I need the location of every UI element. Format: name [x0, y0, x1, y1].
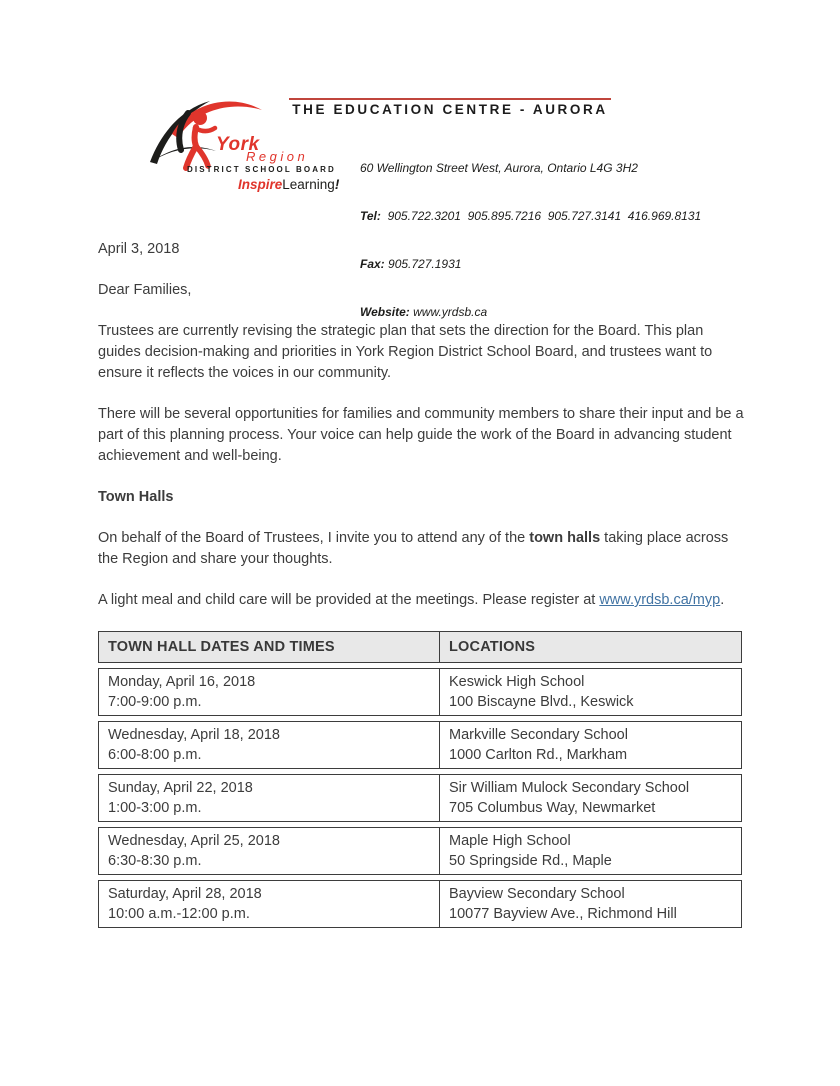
location-name: Maple High School [449, 833, 571, 849]
fax-number: 905.727.1931 [388, 257, 462, 271]
paragraph-invitation [98, 528, 744, 570]
location-address: 50 Springside Rd., Maple [449, 853, 612, 869]
location-name: Keswick High School [449, 674, 585, 690]
event-time: 7:00-9:00 p.m. [108, 694, 202, 710]
date-time-cell [98, 827, 439, 875]
table-row [98, 774, 742, 822]
paragraph-strategic-plan: Trustees are currently revising the strategic plan that sets the direction for the Board. This plan guides decision-making and priorities in York Region District School Board, and trustees want to ensure it reflects the voices in our community. [98, 323, 713, 381]
logo-text-york: York [216, 134, 260, 155]
paragraph-register [98, 590, 744, 611]
table-row [98, 668, 742, 716]
register-link[interactable]: www.yrdsb.ca/myp [599, 592, 721, 608]
event-date: Saturday, April 28, 2018 [108, 886, 262, 902]
invitation-text-before: On behalf of the Board of Trustees, I invite you to attend any of the [98, 530, 530, 546]
event-time: 1:00-3:00 p.m. [108, 800, 202, 816]
letter-date: April 3, 2018 [98, 241, 180, 257]
town-hall-table [98, 626, 742, 933]
event-time: 6:30-8:30 p.m. [108, 853, 202, 869]
register-text-after: . [720, 592, 725, 608]
date-time-cell [98, 774, 439, 822]
logo-text-district-school-board: DISTRICT SCHOOL BOARD [187, 165, 336, 174]
website-url: www.yrdsb.ca [413, 305, 488, 319]
town-halls-bold-text: town halls [529, 530, 601, 546]
location-address: 705 Columbus Way, Newmarket [449, 800, 656, 816]
location-address: 10077 Bayview Ave., Richmond Hill [449, 906, 677, 922]
table-row [98, 721, 742, 769]
paragraph-opportunities: There will be several opportunities for families and community members to share their input and be a part of this planning process. Your voice can help guide the work of the Board in advancing student achievement and well-being. [98, 406, 744, 464]
event-date: Wednesday, April 25, 2018 [108, 833, 280, 849]
table-row [98, 880, 742, 928]
tel-numbers: 905.722.3201 905.895.7216 905.727.3141 416.969.8131 [387, 209, 702, 223]
letterhead-tel-line [360, 208, 701, 224]
event-time: 6:00-8:00 p.m. [108, 747, 202, 763]
tagline-inspire: Inspire [238, 177, 283, 192]
letter-body [98, 239, 744, 933]
date-time-cell [98, 880, 439, 928]
town-halls-heading: Town Halls [98, 489, 174, 505]
column-header-locations: LOCATIONS [439, 631, 742, 663]
location-cell [439, 668, 742, 716]
location-cell [439, 774, 742, 822]
website-label: Website: [360, 305, 410, 319]
table-row [98, 827, 742, 875]
event-time: 10:00 a.m.-12:00 p.m. [108, 906, 250, 922]
event-date: Wednesday, April 18, 2018 [108, 727, 280, 743]
invitation-text-after: taking place across the Region and share your thoughts. [98, 530, 729, 567]
education-centre-title: THE EDUCATION CENTRE - AURORA [292, 102, 608, 117]
location-cell [439, 880, 742, 928]
letterhead-address: 60 Wellington Street West, Aurora, Ontario L4G 3H2 [360, 161, 638, 175]
column-header-dates: TOWN HALL DATES AND TIMES [98, 631, 439, 663]
location-name: Markville Secondary School [449, 727, 628, 743]
letterhead-rule [289, 98, 611, 100]
logo-text-region: Region [246, 149, 309, 164]
date-time-cell [98, 668, 439, 716]
location-cell [439, 827, 742, 875]
fax-label: Fax: [360, 257, 385, 271]
table-header-row [98, 631, 742, 663]
location-cell [439, 721, 742, 769]
location-name: Sir William Mulock Secondary School [449, 780, 690, 796]
location-address: 100 Biscayne Blvd., Keswick [449, 694, 634, 710]
tagline-learning: Learning [282, 177, 335, 192]
logo-tagline [238, 177, 339, 192]
location-name: Bayview Secondary School [449, 886, 625, 902]
letter-salutation: Dear Families, [98, 282, 192, 298]
tel-label: Tel: [360, 209, 381, 223]
register-text-before: A light meal and child care will be provided at the meetings. Please register at [98, 592, 600, 608]
event-date: Sunday, April 22, 2018 [108, 780, 253, 796]
event-date: Monday, April 16, 2018 [108, 674, 256, 690]
date-time-cell [98, 721, 439, 769]
location-address: 1000 Carlton Rd., Markham [449, 747, 628, 763]
tagline-exclamation: ! [334, 177, 340, 192]
